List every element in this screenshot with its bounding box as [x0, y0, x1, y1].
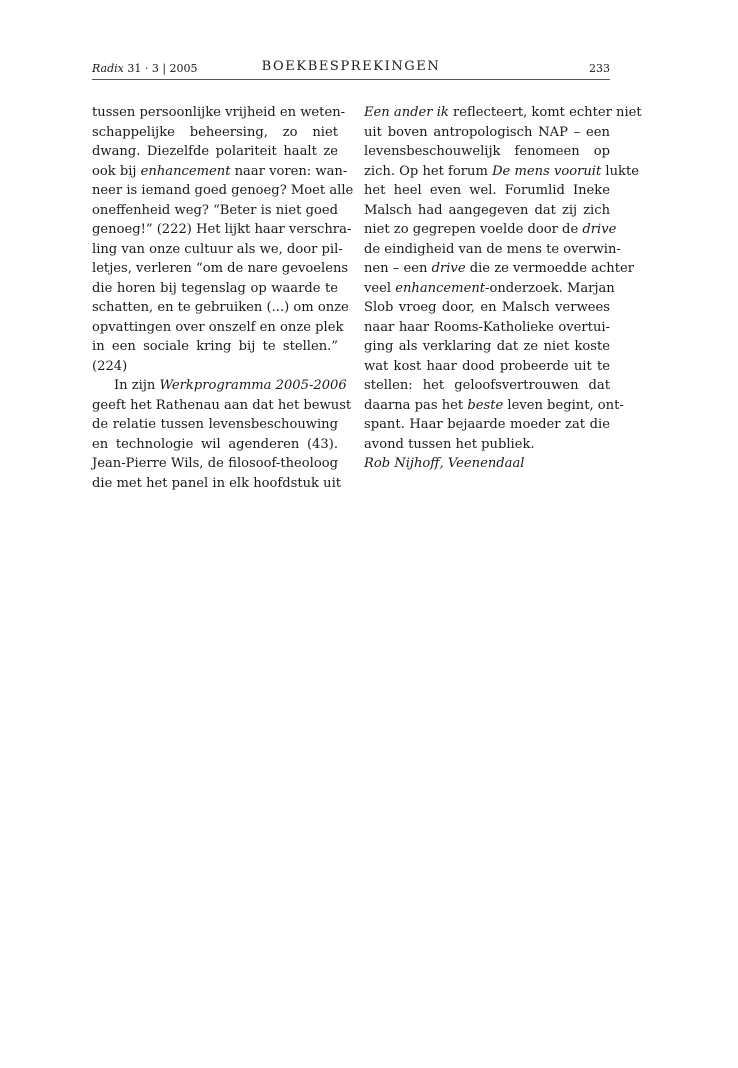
- emphasis: drive: [582, 222, 617, 237]
- text-line: wat kost haar dood probeerde uit te: [364, 358, 610, 374]
- text-line: neer is iemand goed genoeg? Moet alle: [92, 183, 354, 198]
- text-line: dwang. Diezelfde polariteit haalt ze: [92, 144, 338, 159]
- section-title: BOEKBESPREKINGEN: [261, 59, 441, 74]
- page-header: [92, 59, 610, 79]
- text-line: uit boven antropologisch NAP – een: [364, 124, 610, 140]
- text-line: en technologie wil agenderen (43).: [92, 436, 338, 452]
- text-run: veel: [364, 280, 396, 296]
- text-run: niet zo gegrepen voelde door de: [364, 222, 583, 237]
- text-line: ging als verklaring dat ze niet koste: [364, 339, 610, 354]
- author-signature: Rob Nijhoff, Veenendaal: [364, 456, 525, 471]
- text-line: het heel even wel. Forumlid Ineke: [364, 183, 610, 198]
- paragraph: [92, 103, 354, 376]
- text-line: oneffenheid weg? “Beter is niet goed: [92, 202, 338, 218]
- text-run: nen – een: [364, 261, 432, 276]
- paragraph: [364, 103, 642, 454]
- text-line: [364, 279, 615, 299]
- text-run: In zijn: [114, 378, 160, 393]
- text-line: [364, 259, 635, 279]
- emphasis: drive: [431, 261, 466, 276]
- page-number: 233: [589, 62, 610, 75]
- left-column: [92, 103, 354, 493]
- text-line: geeft het Rathenau aan dat het bewust: [92, 397, 352, 413]
- text-line: tussen persoonlijke vrijheid en weten-: [92, 105, 346, 120]
- header-rule: [92, 79, 610, 80]
- text-line: [364, 396, 624, 416]
- text-line: naar haar Rooms-Katholieke overtui-: [364, 319, 610, 335]
- text-line: avond tussen het publiek.: [364, 436, 535, 452]
- text-line: (224): [92, 358, 128, 374]
- text-line: [92, 162, 348, 182]
- text-line: [364, 103, 642, 123]
- text-line: de eindigheid van de mens te overwin-: [364, 241, 621, 257]
- text-line: [92, 376, 347, 396]
- text-line: [364, 220, 617, 240]
- text-line: Jean-Pierre Wils, de filosoof-theoloog: [92, 456, 338, 471]
- emphasis: beste: [467, 397, 504, 413]
- text-line: genoeg!” (222) Het lijkt haar verschra-: [92, 222, 352, 237]
- emphasis: enhancement: [140, 163, 231, 179]
- text-run: ook bij: [92, 163, 141, 179]
- text-run: -onderzoek. Marjan: [485, 280, 615, 296]
- emphasis: De mens vooruit: [492, 163, 602, 179]
- text-line: de relatie tussen levensbeschouwing: [92, 417, 338, 432]
- text-run: zich. Op het forum: [364, 163, 493, 179]
- text-line: spant. Haar bejaarde moeder zat die: [364, 417, 610, 432]
- text-line: Slob vroeg door, en Malsch verwees: [364, 300, 610, 315]
- text-run: lukte: [601, 163, 639, 179]
- text-line: Malsch had aangegeven dat zij zich: [364, 202, 610, 218]
- text-run: reflecteert, komt echter niet: [448, 105, 642, 120]
- text-run: daarna pas het: [364, 397, 468, 413]
- text-line: [364, 162, 639, 182]
- emphasis: Een ander ik: [364, 105, 449, 120]
- text-line: die met het panel in elk hoofdstuk uit: [92, 475, 342, 491]
- journal-issue: 31 · 3 | 2005: [127, 62, 198, 75]
- text-line: ling van onze cultuur als we, door pil-: [92, 241, 343, 257]
- text-run: leven begint, ont-: [503, 397, 624, 413]
- emphasis: Werkprogramma 2005-2006: [159, 378, 347, 393]
- paragraph: [92, 376, 352, 493]
- right-column: [364, 103, 642, 474]
- text-line: levensbeschouwelijk fenomeen op: [364, 144, 610, 159]
- text-line: schatten, en te gebruiken (...) om onze: [92, 300, 349, 315]
- text-line: opvattingen over onszelf en onze plek: [92, 319, 344, 335]
- text-line: letjes, verleren “om de nare gevoelens: [92, 261, 349, 276]
- text-line: in een sociale kring bij te stellen.”: [92, 339, 338, 354]
- journal-name: Radix: [92, 62, 124, 75]
- text-run: die ze vermoedde achter: [465, 261, 635, 276]
- text-line: stellen: het geloofsvertrouwen dat: [364, 378, 610, 393]
- text-line: die horen bij tegenslag op waarde te: [92, 280, 338, 296]
- emphasis: enhancement: [395, 280, 486, 296]
- text-line: schappelijke beheersing, zo niet: [92, 124, 338, 140]
- text-run: naar voren: wan-: [230, 163, 348, 179]
